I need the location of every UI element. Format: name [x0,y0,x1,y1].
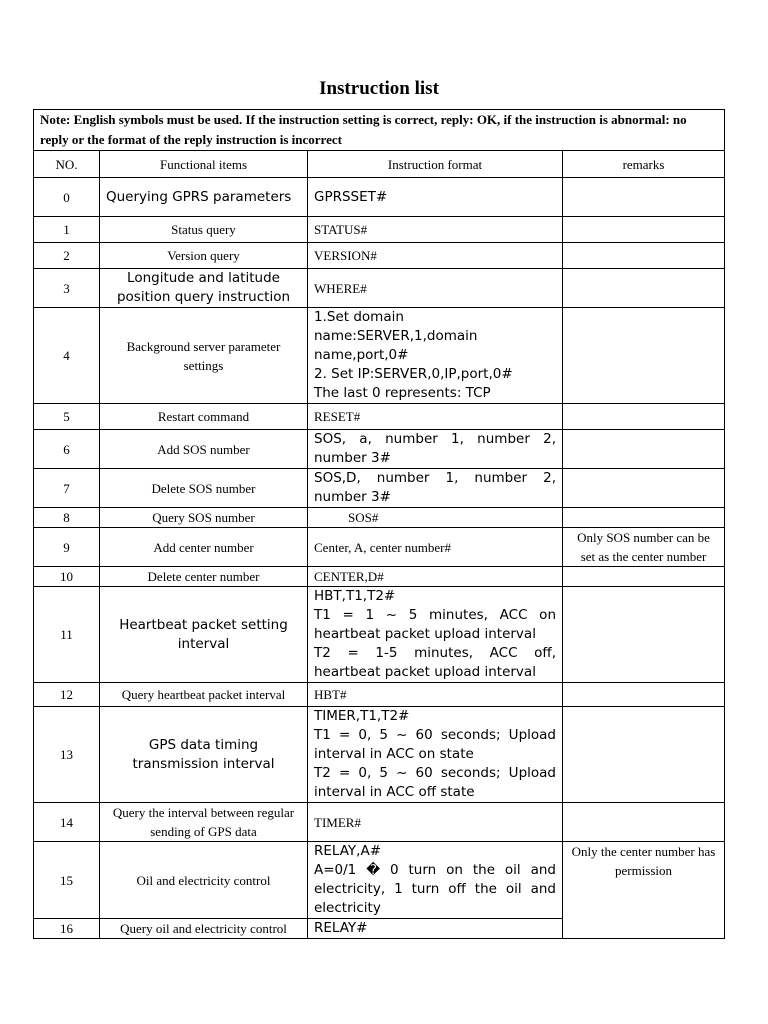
table-row [34,587,725,683]
row-remarks [563,269,725,308]
row-no: 12 [34,683,100,707]
header-instruction-format: Instruction format [308,151,563,178]
table-row [34,308,725,404]
row-remarks [563,587,725,683]
row-item: Add SOS number [100,430,308,469]
row-format: WHERE# [308,269,563,308]
row-format: CENTER,D# [308,567,563,587]
format-line: T2 = 0, 5 ~ 60 seconds; Upload interval in ACC off state [314,765,556,800]
row-item: Delete SOS number [100,469,308,508]
row-item: Status query [100,217,308,243]
row-remarks [563,243,725,269]
row-no: 7 [34,469,100,508]
format-line: T2 = 1-5 minutes, ACC off, heartbeat packet upload interval [314,645,556,680]
row-format: HBT# [308,683,563,707]
format-line: A=0/1 � 0 turn on the oil and electricity, 1 turn off the oil and electricity [314,862,556,916]
table-row [34,508,725,528]
header-functional-items: Functional items [100,151,308,178]
table-row [34,178,725,217]
row-no: 2 [34,243,100,269]
table-row [34,430,725,469]
row-remarks [563,217,725,243]
row-item: Version query [100,243,308,269]
row-no: 14 [34,803,100,842]
row-format [308,842,563,919]
format-line: HBT,T1,T2# [314,588,396,604]
table-row [34,404,725,430]
row-format [308,587,563,683]
row-no: 10 [34,567,100,587]
row-format: GPRSSET# [308,178,563,217]
row-remarks [563,707,725,803]
row-remarks: Only SOS number can be set as the center number [563,528,725,567]
row-item: Oil and electricity control [100,842,308,919]
table-row [34,707,725,803]
table-row [34,803,725,842]
row-remarks [563,178,725,217]
format-line: 2. Set IP:SERVER,0,IP,port,0# [314,366,513,382]
row-remarks [563,404,725,430]
row-no: 13 [34,707,100,803]
row-format: Center, A, center number# [308,528,563,567]
row-no: 4 [34,308,100,404]
table-row [34,567,725,587]
instruction-table [33,109,725,939]
row-item: Restart command [100,404,308,430]
row-remarks [563,683,725,707]
row-format: VERSION# [308,243,563,269]
row-no: 9 [34,528,100,567]
table-row [34,683,725,707]
format-line: T1 = 1 ~ 5 minutes, ACC on heartbeat packet upload interval [314,607,556,642]
row-remarks [563,308,725,404]
row-format: RELAY# [308,919,563,939]
note-row [34,110,725,151]
row-item: Longitude and latitude position query instruction [100,269,308,308]
format-line: RELAY,A# [314,843,382,859]
row-format: TIMER# [308,803,563,842]
row-item: Delete center number [100,567,308,587]
table-row [34,528,725,567]
format-line: T1 = 0, 5 ~ 60 seconds; Upload interval in ACC on state [314,727,556,762]
header-remarks: remarks [563,151,725,178]
row-no: 3 [34,269,100,308]
row-no: 5 [34,404,100,430]
row-item: Query SOS number [100,508,308,528]
page-title: Instruction list [319,78,439,99]
row-item: Query the interval between regular sending of GPS data [100,803,308,842]
table-row [34,469,725,508]
row-item: Query heartbeat packet interval [100,683,308,707]
table-row [34,842,725,919]
row-remarks [563,567,725,587]
row-item: Query oil and electricity control [100,919,308,939]
row-remarks [563,469,725,508]
row-format: RESET# [308,404,563,430]
row-format [308,707,563,803]
row-no: 16 [34,919,100,939]
note-text: Note: English symbols must be used. If the instruction setting is correct, reply: OK, if the instruction is abnormal: no reply or the format of the reply instruction is incorrect [34,110,725,151]
row-no: 6 [34,430,100,469]
row-no: 0 [34,178,100,217]
row-item: Querying GPRS parameters [100,178,308,217]
row-no: 8 [34,508,100,528]
row-remarks: Only the center number has permission [563,842,725,939]
format-line: 1.Set domain name:SERVER,1,domain name,port,0# [314,309,478,363]
row-no: 1 [34,217,100,243]
table-row [34,269,725,308]
row-no: 15 [34,842,100,919]
row-format: SOS, a, number 1, number 2, number 3# [308,430,563,469]
row-format: STATUS# [308,217,563,243]
row-remarks [563,803,725,842]
row-item: Background server parameter settings [100,308,308,404]
row-format: SOS,D, number 1, number 2, number 3# [308,469,563,508]
header-no: NO. [34,151,100,178]
header-row [34,151,725,178]
row-item: GPS data timing transmission interval [100,707,308,803]
row-remarks [563,430,725,469]
row-item: Heartbeat packet setting interval [100,587,308,683]
format-line: The last 0 represents: TCP [314,385,491,401]
table-row [34,243,725,269]
format-line: TIMER,T1,T2# [314,708,410,724]
row-item: Add center number [100,528,308,567]
row-format: SOS# [308,508,563,528]
row-remarks [563,508,725,528]
row-format [308,308,563,404]
table-row [34,217,725,243]
row-no: 11 [34,587,100,683]
